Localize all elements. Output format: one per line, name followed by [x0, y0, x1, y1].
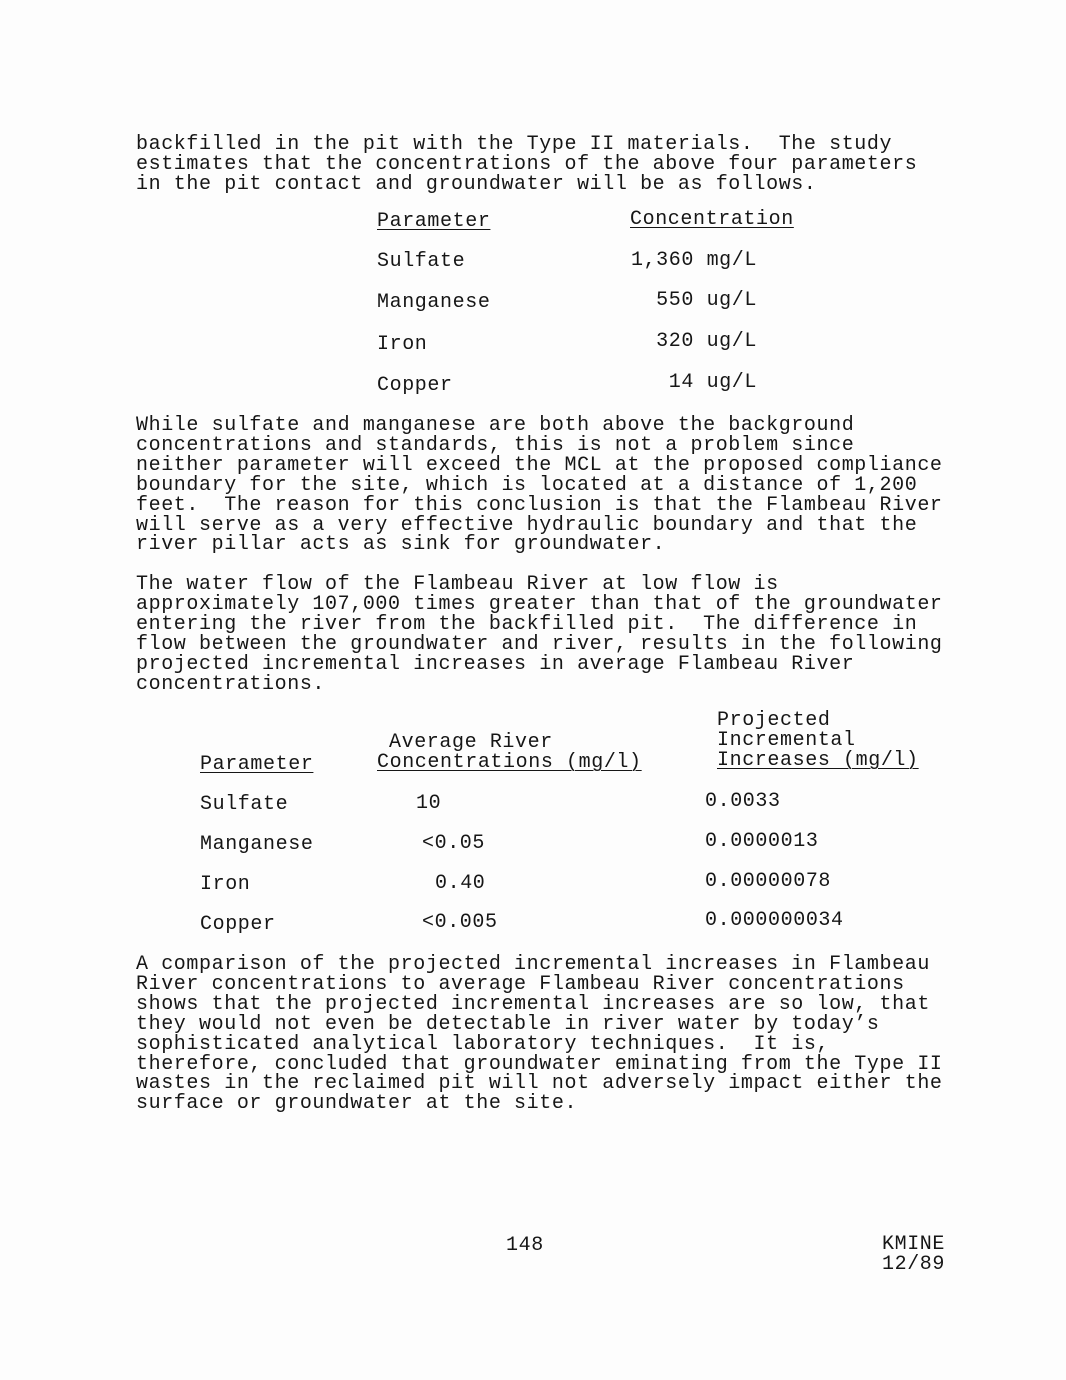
table2-header-average-line2: Concentrations (mg/l)	[377, 751, 642, 774]
table2-row-projected: 0.0033	[705, 790, 781, 813]
table2-row-average: <0.05	[422, 832, 486, 855]
table2-row-average: 10	[416, 792, 442, 815]
table2-row-projected: 0.00000078	[705, 870, 832, 893]
table2-header-projected-line3: Increases (mg/l)	[717, 749, 919, 772]
table2-row-parameter: Copper	[200, 913, 276, 936]
table2-row-average: 0.40	[435, 872, 486, 895]
table2-row-parameter: Manganese	[200, 833, 314, 856]
table1-row-parameter: Sulfate	[377, 250, 466, 273]
table2-row-average: <0.005	[422, 911, 498, 934]
table2-row-parameter: Iron	[200, 873, 251, 896]
table1-row-parameter: Copper	[377, 374, 453, 397]
document-date: 12/89	[881, 1253, 945, 1276]
table1-header-parameter: Parameter	[377, 210, 491, 233]
paragraph-river-flow: The water flow of the Flambeau River at low flow is approximately 107,000 times greater than that of the groundwater entering the river from the backfilled pit. The difference in flow between the groundwater and river, results in the following projected incremental increases in average Flambeau River concentrations.	[136, 573, 943, 696]
table1-row-concentration: 320 ug/L	[656, 330, 757, 353]
table1-row-parameter: Iron	[377, 333, 428, 356]
table2-row-parameter: Sulfate	[200, 793, 289, 816]
table2-row-projected: 0.000000034	[705, 909, 844, 932]
table2-header-projected-line2: Incremental	[717, 729, 856, 752]
paragraph-mcl-discussion: While sulfate and manganese are both above the background concentrations and standards, this is not a problem since neither parameter will exceed the MCL at the proposed compliance boundary for the site, which is located at a distance of 1,200 feet. The reason for this conclusion is that the Flambeau River will serve as a very effective hydraulic boundary and that the river pillar acts as sink for groundwater.	[136, 414, 943, 557]
table2-header-parameter: Parameter	[200, 753, 314, 776]
table1-row-concentration: 14 ug/L	[668, 371, 757, 394]
table2-row-projected: 0.0000013	[705, 830, 819, 853]
paragraph-intro: backfilled in the pit with the Type II materials. The study estimates that the concentrations of the above four parameters in the pit contact and groundwater will be as follows.	[136, 133, 918, 196]
table1-row-concentration: 1,360 mg/L	[630, 249, 757, 272]
table1-header-concentration: Concentration	[630, 208, 794, 231]
table1-row-concentration: 550 ug/L	[656, 289, 757, 312]
table2-header-projected-line1: Projected	[717, 709, 831, 732]
table1-row-parameter: Manganese	[377, 291, 491, 314]
page-number: 148	[506, 1234, 544, 1257]
paragraph-conclusion: A comparison of the projected incremental increases in Flambeau River concentrations to average Flambeau River concentrations shows that the projected incremental increases are so low, that they would not even be detectable in river water by today’s sophisticated analytical laboratory techniques. It is, therefore, concluded that groundwater eminating from the Type II wastes in the reclaimed pit will not adversely impact either the surface or groundwater at the site.	[136, 953, 943, 1116]
document-code: KMINE	[881, 1233, 945, 1256]
table2-header-average-line1: Average River	[389, 731, 553, 754]
